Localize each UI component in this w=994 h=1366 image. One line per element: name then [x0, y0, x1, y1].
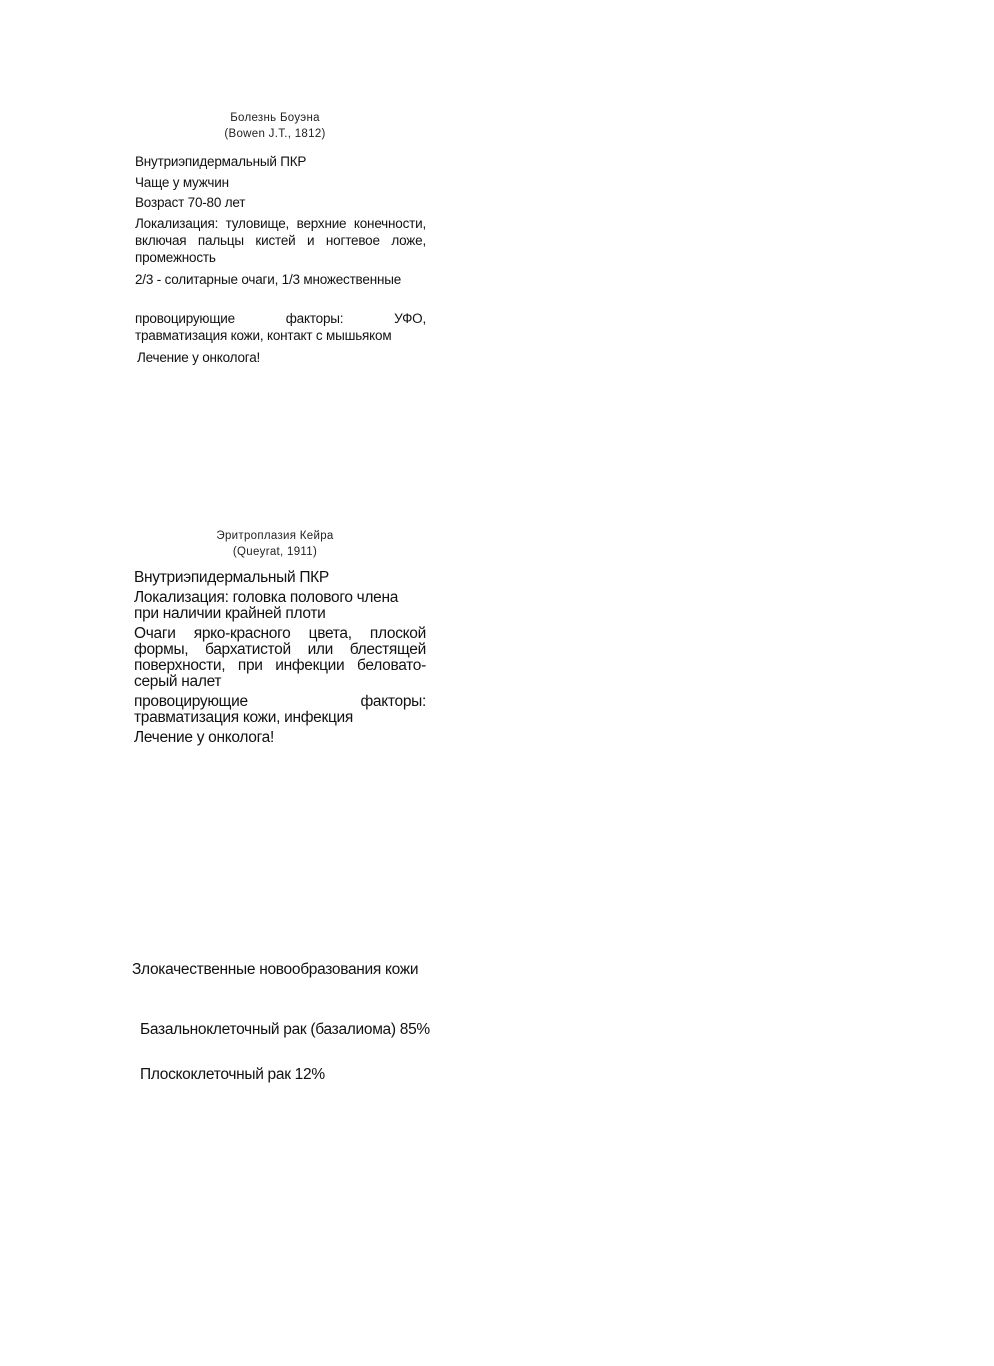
- slide-title: [180, 110, 370, 142]
- bullet-item: 2/3 - солитарные очаги, 1/3 множественные: [135, 272, 402, 287]
- bullet-item: Внутриэпидермальный ПКР: [134, 569, 329, 586]
- bullet-item: Лечение у онколога!: [134, 729, 274, 746]
- slide-title-line: Эритроплазия Кейра: [216, 530, 334, 542]
- slide-title: [180, 528, 370, 560]
- slide-subtitle-line: (Queyrat, 1911): [232, 546, 318, 558]
- slide-subtitle-line: (Bowen J.T., 1812): [224, 128, 326, 140]
- bullet-item: провоцирующие факторы: УФО, травматизация кожи, контакт с мышьяком: [135, 311, 426, 343]
- bullet-item: Локализация: туловище, верхние конечности, включая пальцы кистей и ногтевое ложе, промежность: [135, 216, 426, 265]
- bullet-item: Базальноклеточный рак (базалиома) 85%: [140, 1021, 430, 1038]
- bullet-item: Чаще у мужчин: [135, 175, 229, 190]
- bullet-item: Возраст 70-80 лет: [135, 195, 246, 210]
- bullet-item: Плоскоклеточный рак 12%: [140, 1066, 325, 1083]
- bullet-item: Локализация: головка полового члена при наличии крайней плоти: [134, 589, 399, 622]
- slide-title-line: Болезнь Боуэна: [230, 112, 320, 124]
- bullet-item: Лечение у онколога!: [137, 350, 261, 365]
- bullet-item: Очаги ярко-красного цвета, плоской формы, бархатистой или блестящей поверхности, при инфекции беловато-серый налет: [134, 625, 426, 690]
- slide-title: Злокачественные новообразования кожи: [132, 961, 419, 978]
- bullet-item: Внутриэпидермальный ПКР: [135, 154, 307, 169]
- bullet-item: провоцирующие факторы: травматизация кожи, инфекция: [134, 693, 426, 726]
